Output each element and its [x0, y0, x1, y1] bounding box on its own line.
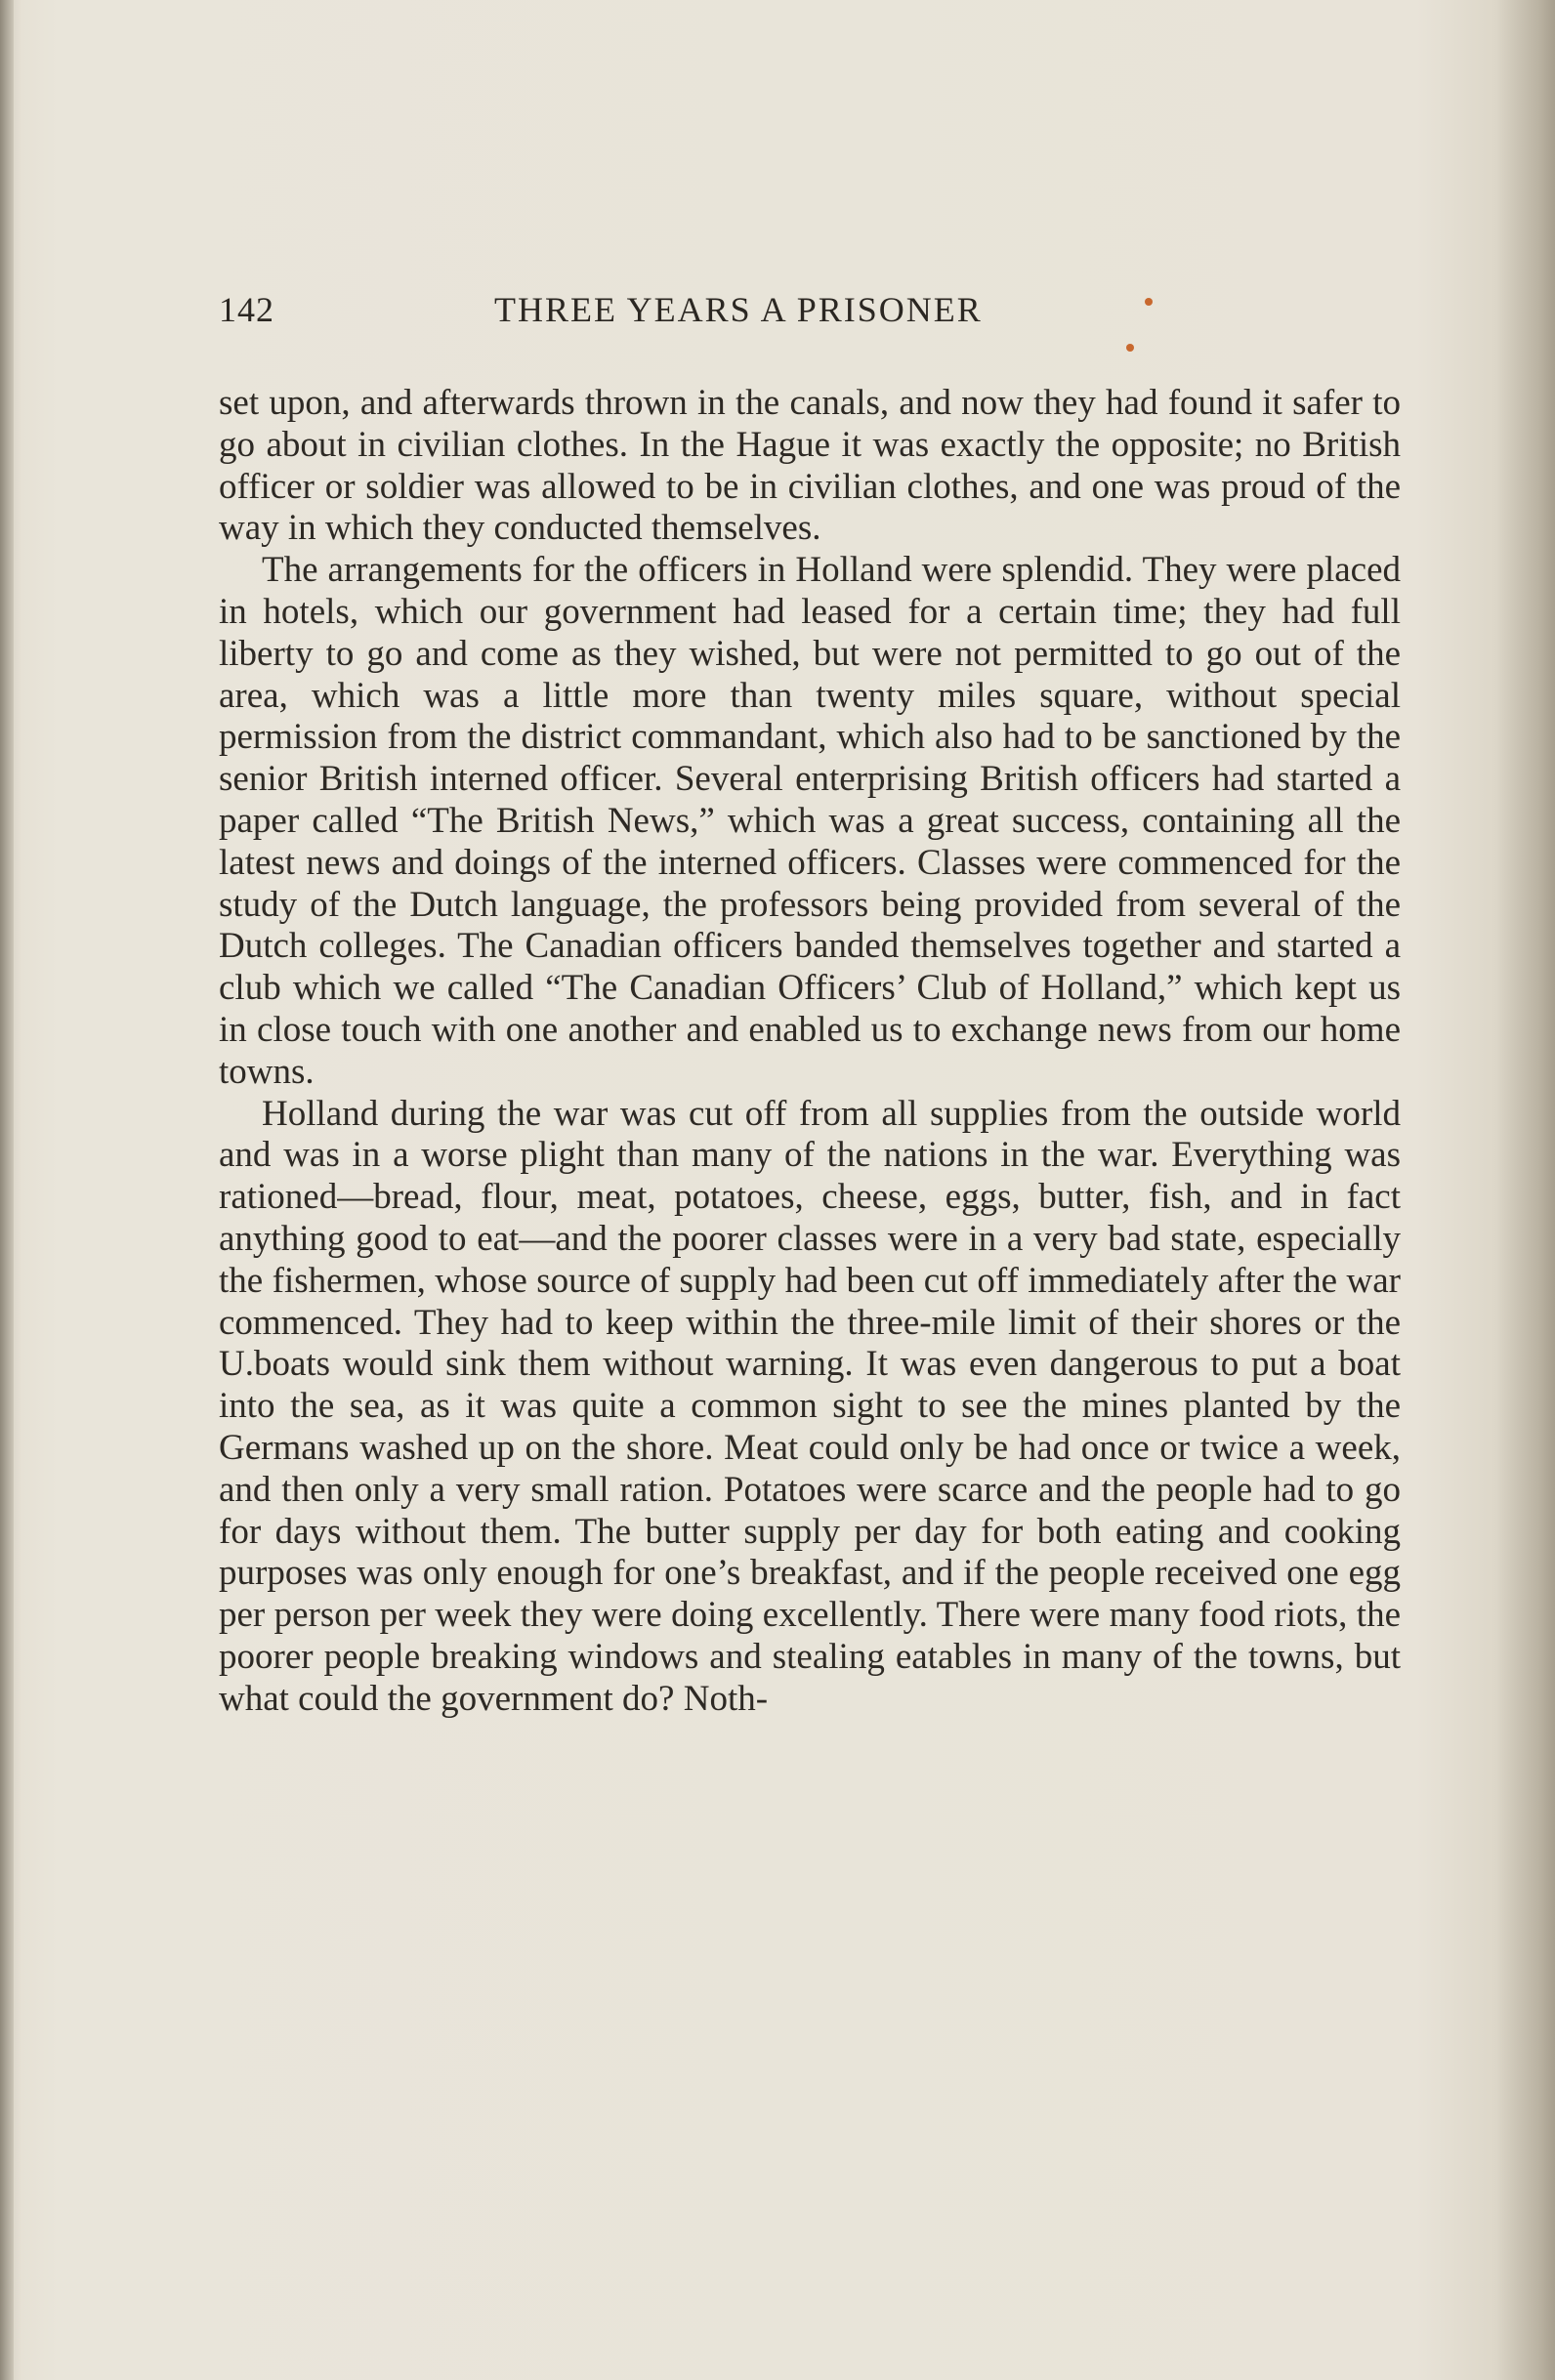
page-number: 142	[219, 290, 274, 329]
paragraph: The arrangements for the officers in Holland were splendid. They were placed in hotels, which our government had leased for a certain time; they had full liberty to go and come as they wished, but were not permitted to go out of the area, which was a little more than twenty miles square, without special permission from the district commandant, which also had to be sanctioned by the senior British interned officer. Several enterprising British officers had started a paper called “The British News,” which was a great success, containing all the latest news and doings of the interned officers. Classes were commenced for the study of the Dutch language, the professors being provided from several of the Dutch colleges. The Canadian officers banded themselves together and started a club which we called “The Canadian Officers’ Club of Holland,” which kept us in close touch with one another and enabled us to exchange news from our home towns.	[219, 550, 1401, 1092]
ink-speck	[1145, 298, 1153, 306]
paragraph: set upon, and afterwards thrown in the canals, and now they had found it safer to go about in civilian clothes. In the Hague it was exactly the opposite; no British officer or soldier was allowed to be in civilian clothes, and one was proud of the way in which they conducted themselves.	[219, 383, 1401, 549]
paragraph: Holland during the war was cut off from all supplies from the outside world and was in a worse plight than many of the nations in the war. Everything was rationed—bread, flour, meat, potatoes, cheese, eggs, butter, fish, and in fact anything good to eat—and the poorer classes were in a very bad state, especially the fishermen, whose source of supply had been cut off immediately after the war commenced. They had to keep within the three-mile limit of their shores or the U.boats would sink them without warning. It was even dangerous to put a boat into the sea, as it was quite a common sight to see the mines planted by the Germans washed up on the shore. Meat could only be had once or twice a week, and then only a very small ration. Potatoes were scarce and the people had to go for days without them. The butter supply per day for both eating and cooking purposes was only enough for one’s breakfast, and if the people received one egg per person per week they were doing excellently. There were many food riots, the poorer people breaking windows and stealing eatables in many of the towns, but what could the government do? Noth-	[219, 1093, 1401, 1719]
page-header	[219, 289, 1401, 338]
ink-speck	[1126, 344, 1134, 352]
running-title: THREE YEARS A PRISONER	[494, 290, 983, 329]
page-binding-edge	[0, 0, 14, 2380]
body-text	[219, 383, 1401, 1721]
page-right-shadow	[1496, 0, 1555, 2380]
